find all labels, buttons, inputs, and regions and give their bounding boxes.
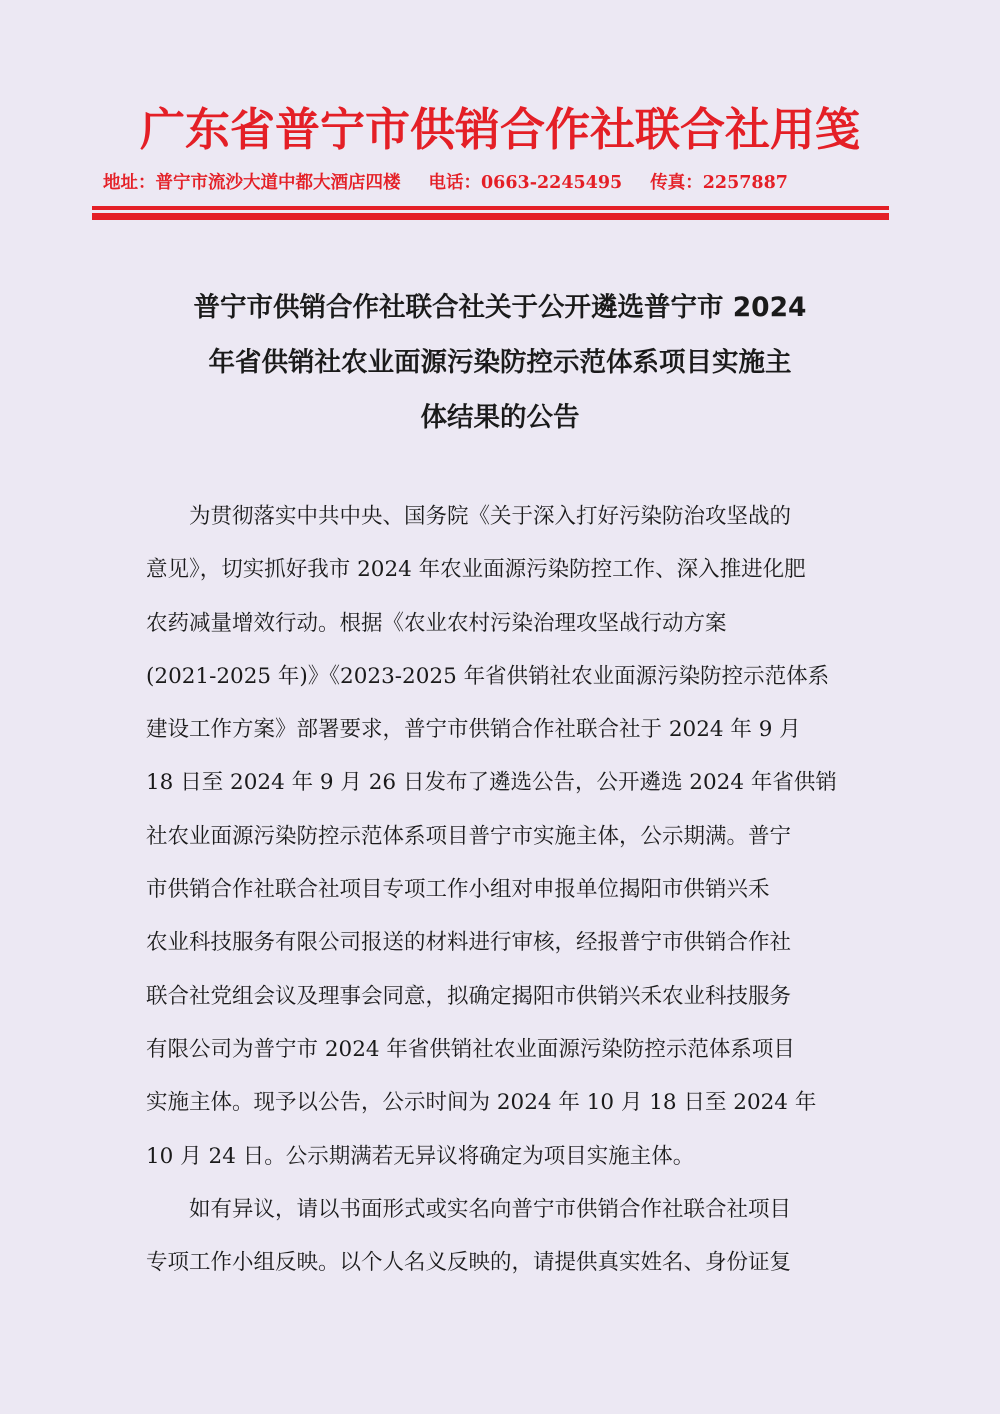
body-line: 18 日至 2024 年 9 月 26 日发布了遴选公告，公开遴选 2024 年省供销 bbox=[146, 770, 837, 796]
body-line: 农药减量增效行动。根据《农业农村污染治理攻坚战行动方案 bbox=[146, 610, 727, 636]
body-line: 意见》，切实抓好我市 2024 年农业面源污染防控工作、深入推进化肥 bbox=[146, 557, 806, 583]
title-line: 体结果的公告 bbox=[420, 402, 580, 433]
letterhead-rule-thin bbox=[92, 206, 889, 210]
document-title bbox=[150, 280, 850, 445]
title-line: 普宁市供销合作社联合社关于公开遴选普宁市 2024 bbox=[193, 292, 807, 323]
body-line: 社农业面源污染防控示范体系项目普宁市实施主体，公示期满。普宁 bbox=[146, 823, 792, 849]
body-line: 市供销合作社联合社项目专项工作小组对申报单位揭阳市供销兴禾 bbox=[146, 877, 770, 903]
body-line: 有限公司为普宁市 2024 年省供销社农业面源污染防控示范体系项目 bbox=[146, 1036, 795, 1062]
letterhead-fax: 传真：2257887 bbox=[650, 173, 788, 193]
body-line: 如有异议，请以书面形式或实名向普宁市供销合作社联合社项目 bbox=[189, 1196, 792, 1222]
body-line: 专项工作小组反映。以个人名义反映的，请提供真实姓名、身份证复 bbox=[146, 1250, 792, 1276]
body-line: 建设工作方案》部署要求，普宁市供销合作社联合社于 2024 年 9 月 bbox=[146, 717, 801, 743]
body-line: 10 月 24 日。公示期满若无异议将确定为项目实施主体。 bbox=[146, 1143, 695, 1169]
body-line: 联合社党组会议及理事会同意，拟确定揭阳市供销兴禾农业科技服务 bbox=[146, 983, 792, 1009]
title-line: 年省供销社农业面源污染防控示范体系项目实施主 bbox=[208, 347, 792, 378]
body-line: 实施主体。现予以公告，公示时间为 2024 年 10 月 18 日至 2024 年 bbox=[146, 1090, 817, 1116]
body-line: 为贯彻落实中共中央、国务院《关于深入打好污染防治攻坚战的 bbox=[189, 504, 792, 529]
letterhead-title: 广东省普宁市供销合作社联合社用笺 bbox=[139, 103, 860, 156]
letterhead-phone: 电话：0663-2245495 bbox=[428, 173, 623, 193]
letterhead-contact bbox=[103, 170, 883, 196]
body-line: 农业科技服务有限公司报送的材料进行审核，经报普宁市供销合作社 bbox=[146, 930, 792, 956]
document-body bbox=[146, 490, 846, 1289]
letterhead-rule-thick bbox=[92, 213, 889, 220]
body-line: (2021-2025 年)》《2023-2025 年省供销社农业面源污染防控示范体系 bbox=[146, 663, 830, 689]
letterhead-address: 地址：普宁市流沙大道中都大酒店四楼 bbox=[103, 173, 401, 193]
